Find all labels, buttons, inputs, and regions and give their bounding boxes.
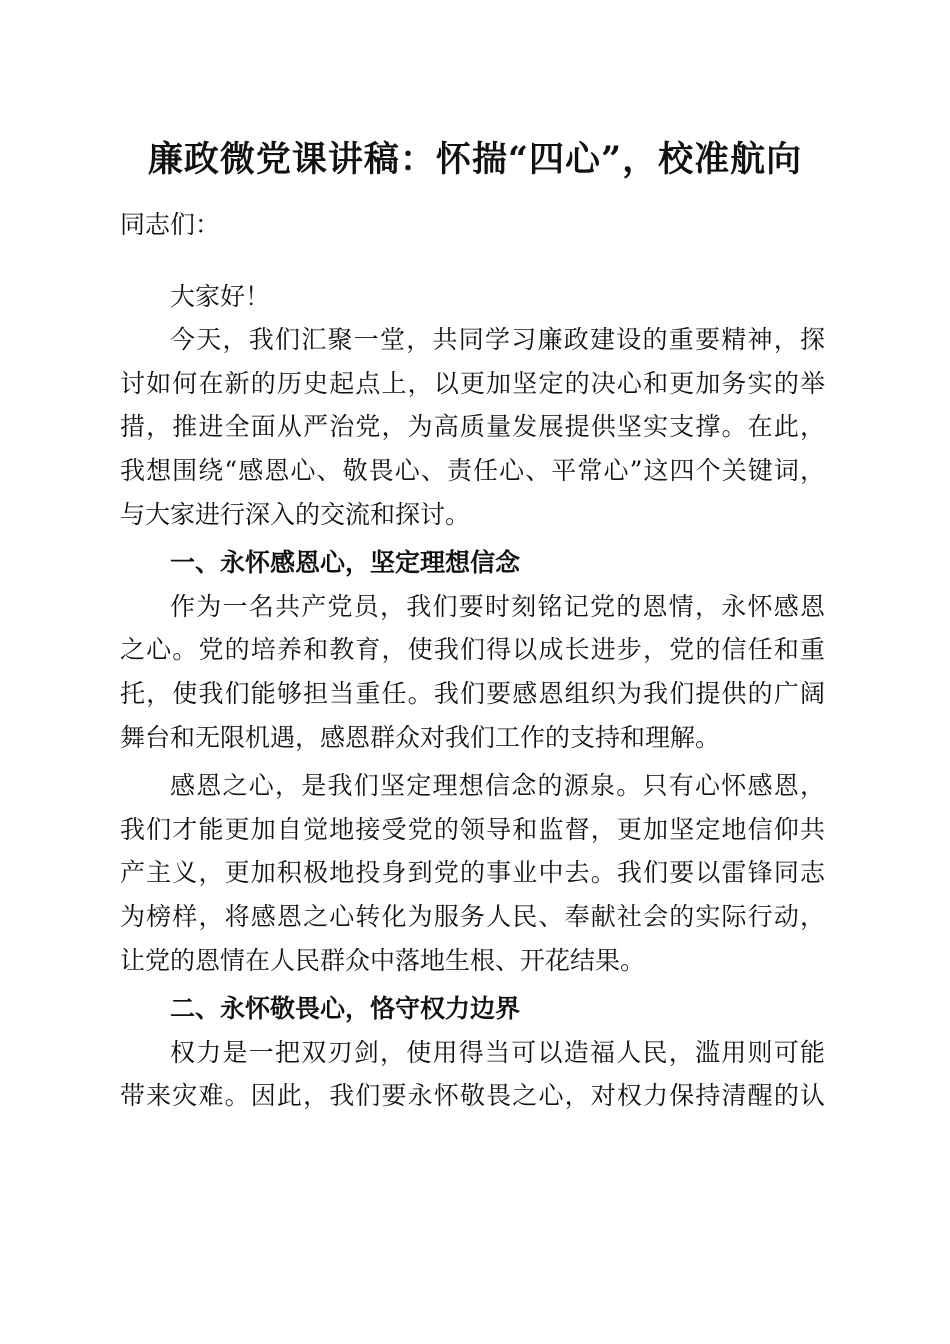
intro-paragraph xyxy=(120,318,825,536)
text-line: 措，推进全面从严治党，为高质量发展提供坚实支撑。在此， xyxy=(120,412,825,442)
text-line: 今天，我们汇聚一堂，共同学习廉政建设的重要精神，探 xyxy=(170,325,825,355)
text-line: 与大家进行深入的交流和探讨。 xyxy=(120,499,471,529)
text-line: 托，使我们能够担当重任。我们要感恩组织为我们提供的广阔 xyxy=(120,678,825,708)
section-heading-1: 一、永怀感恩心，坚定理想信念 xyxy=(170,548,521,578)
document-title: 廉政微党课讲稿：怀揣“四心”，校准航向 xyxy=(147,139,803,180)
text-line: 舞台和无限机遇，感恩群众对我们工作的支持和理解。 xyxy=(120,722,721,752)
text-line: 为榜样，将感恩之心转化为服务人民、奉献社会的实际行动， xyxy=(120,901,825,931)
text-line: 让党的恩情在人民群众中落地生根、开花结果。 xyxy=(120,945,646,975)
text-line: 讨如何在新的历史起点上，以更加坚定的决心和更加务实的举 xyxy=(120,368,825,398)
greeting: 大家好！ xyxy=(170,281,271,311)
text-line: 作为一名共产党员，我们要时刻铭记党的恩情，永怀感恩 xyxy=(170,591,825,621)
text-line: 之心。党的培养和教育，使我们得以成长进步，党的信任和重 xyxy=(120,635,825,665)
text-line: 我们才能更加自觉地接受党的领导和监督，更加坚定地信仰共 xyxy=(120,814,825,844)
section2-paragraph-1 xyxy=(120,1031,825,1118)
document-body xyxy=(120,203,825,1118)
salutation: 同志们： xyxy=(120,210,221,239)
section1-paragraph-1 xyxy=(120,585,825,759)
section-heading-2: 二、永怀敬畏心，恪守权力边界 xyxy=(170,994,521,1024)
text-line: 带来灾难。因此，我们要永怀敬畏之心，对权力保持清醒的认 xyxy=(120,1081,825,1111)
text-line: 我想围绕“感恩心、敬畏心、责任心、平常心”这四个关键词， xyxy=(120,455,825,485)
text-line: 权力是一把双刃剑，使用得当可以造福人民，滥用则可能 xyxy=(170,1037,825,1067)
text-line: 感恩之心，是我们坚定理想信念的源泉。只有心怀感恩， xyxy=(170,771,825,801)
text-line: 产主义，更加积极地投身到党的事业中去。我们要以雷锋同志 xyxy=(120,858,825,888)
section1-paragraph-2 xyxy=(120,764,825,982)
